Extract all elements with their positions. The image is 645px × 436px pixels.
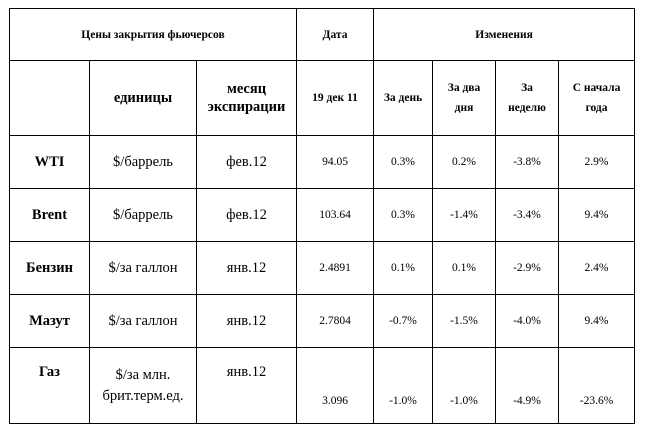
change-two-days-cell: -1.0% bbox=[433, 348, 496, 424]
table-row bbox=[10, 189, 635, 242]
change-week-cell: -3.8% bbox=[496, 136, 559, 189]
unit-cell: $/за галлон bbox=[90, 295, 197, 348]
change-day-cell: 0.3% bbox=[374, 136, 433, 189]
two-days-line1: За два bbox=[447, 82, 481, 94]
table-title: Цены закрытия фьючерсов bbox=[10, 9, 297, 61]
week-line1: За bbox=[521, 82, 533, 94]
change-ytd-cell: 9.4% bbox=[559, 189, 635, 242]
commodity-name: Brent bbox=[10, 189, 90, 242]
change-ytd-cell: 9.4% bbox=[559, 295, 635, 348]
two-days-line2: дня bbox=[454, 102, 474, 114]
expiry-month-cell: фев.12 bbox=[197, 136, 297, 189]
expiry-header-line1: месяц bbox=[226, 81, 267, 97]
expiry-month-cell: янв.12 bbox=[197, 348, 297, 424]
change-day-cell: -1.0% bbox=[374, 348, 433, 424]
change-ytd-cell: -23.6% bbox=[559, 348, 635, 424]
subheader-row bbox=[10, 61, 635, 136]
unit-line2: брит.терм.ед. bbox=[102, 388, 184, 404]
ytd-line1: С начала bbox=[572, 82, 621, 94]
empty-corner-cell bbox=[10, 61, 90, 136]
change-ytd-header bbox=[559, 61, 635, 136]
price-cell: 3.096 bbox=[297, 348, 374, 424]
change-two-days-header bbox=[433, 61, 496, 136]
commodity-name: WTI bbox=[10, 136, 90, 189]
date-value-header: 19 дек 11 bbox=[297, 61, 374, 136]
commodity-name: Мазут bbox=[10, 295, 90, 348]
unit-line1: $/за млн. bbox=[115, 367, 171, 383]
change-week-cell: -4.9% bbox=[496, 348, 559, 424]
change-week-cell: -2.9% bbox=[496, 242, 559, 295]
week-line2: неделю bbox=[508, 102, 546, 114]
price-cell: 2.7804 bbox=[297, 295, 374, 348]
unit-cell: $/баррель bbox=[90, 189, 197, 242]
change-day-cell: 0.1% bbox=[374, 242, 433, 295]
price-cell: 94.05 bbox=[297, 136, 374, 189]
futures-closing-prices-table bbox=[9, 8, 635, 424]
change-day-cell: -0.7% bbox=[374, 295, 433, 348]
change-week-cell: -3.4% bbox=[496, 189, 559, 242]
changes-header: Изменения bbox=[374, 9, 635, 61]
unit-cell: $/баррель bbox=[90, 136, 197, 189]
expiry-month-cell: янв.12 bbox=[197, 295, 297, 348]
expiry-month-cell: янв.12 bbox=[197, 242, 297, 295]
price-cell: 103.64 bbox=[297, 189, 374, 242]
unit-cell: $/за галлон bbox=[90, 242, 197, 295]
expiry-month-cell: фев.12 bbox=[197, 189, 297, 242]
units-header: единицы bbox=[90, 61, 197, 136]
expiry-month-header bbox=[197, 61, 297, 136]
change-two-days-cell: -1.5% bbox=[433, 295, 496, 348]
change-ytd-cell: 2.9% bbox=[559, 136, 635, 189]
table-row bbox=[10, 136, 635, 189]
change-week-header bbox=[496, 61, 559, 136]
expiry-header-line2: экспирации bbox=[207, 99, 286, 115]
ytd-line2: года bbox=[585, 102, 608, 114]
header-row bbox=[10, 9, 635, 61]
change-day-header: За день bbox=[374, 61, 433, 136]
change-day-cell: 0.3% bbox=[374, 189, 433, 242]
price-cell: 2.4891 bbox=[297, 242, 374, 295]
change-two-days-cell: -1.4% bbox=[433, 189, 496, 242]
date-header: Дата bbox=[297, 9, 374, 61]
change-week-cell: -4.0% bbox=[496, 295, 559, 348]
commodity-name: Газ bbox=[10, 348, 90, 424]
change-ytd-cell: 2.4% bbox=[559, 242, 635, 295]
unit-cell bbox=[90, 348, 197, 424]
table-row bbox=[10, 242, 635, 295]
table-row bbox=[10, 348, 635, 424]
commodity-name: Бензин bbox=[10, 242, 90, 295]
change-two-days-cell: 0.1% bbox=[433, 242, 496, 295]
table-row bbox=[10, 295, 635, 348]
change-two-days-cell: 0.2% bbox=[433, 136, 496, 189]
